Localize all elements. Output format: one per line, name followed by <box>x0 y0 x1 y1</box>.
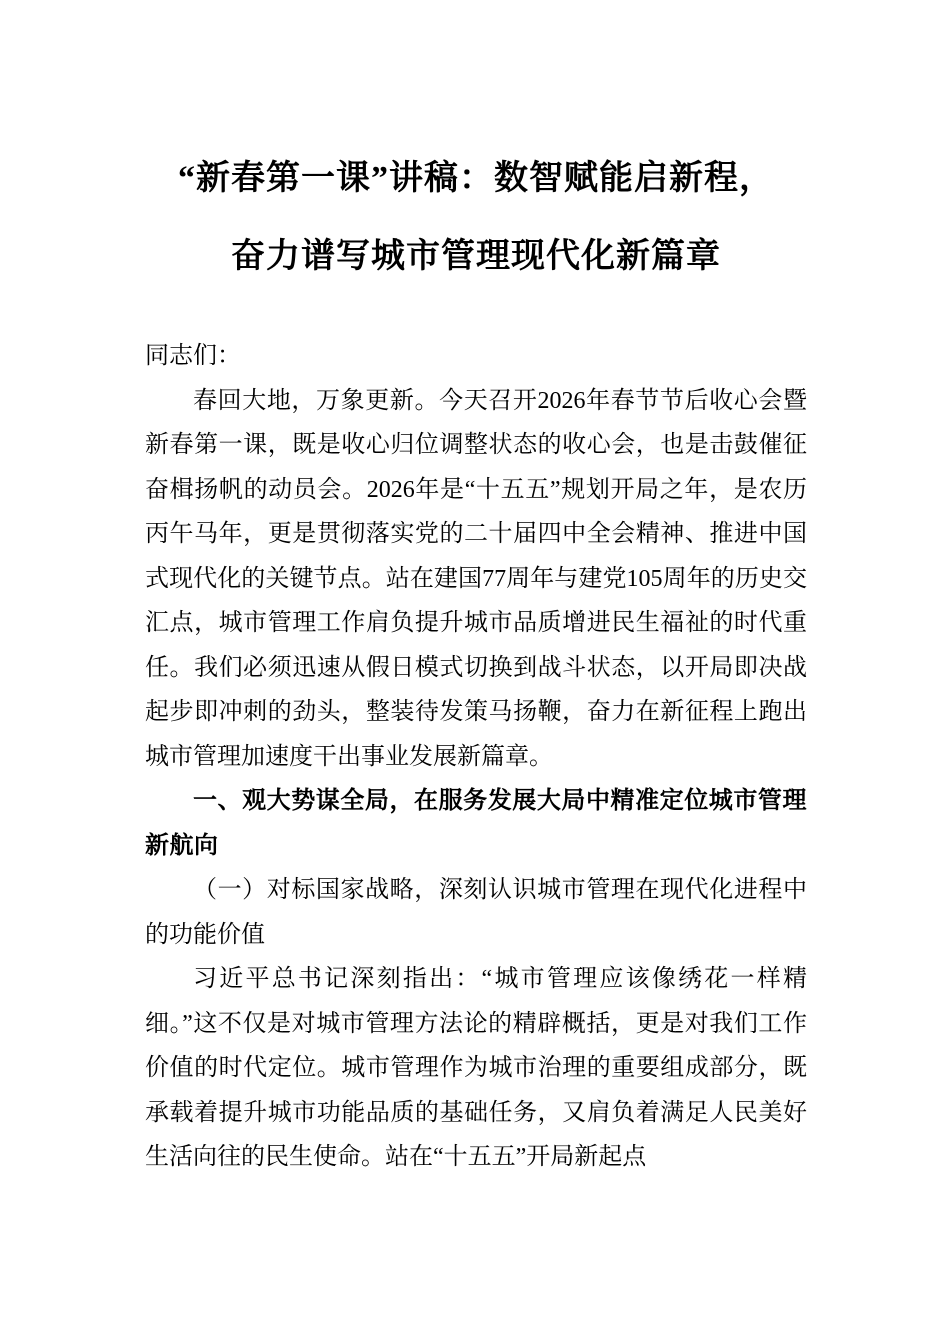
salutation: 同志们： <box>145 343 241 369</box>
document-title-line-2: 奋力谱写城市管理现代化新篇章 <box>231 238 721 275</box>
document-body <box>145 334 807 1180</box>
paragraph-1: 习近平总书记深刻指出：“城市管理应该像绣花一样精细。”这不仅是对城市管理方法论的精辟概括，更是对我们工作价值的时代定位。城市管理作为城市治理的重要组成部分，既承载着提升城市功能品质的基础任务，又肩负着满足人民美好生活向往的民生使命。站在“十五五”开局新起点 <box>145 966 807 1170</box>
subsection-heading-1-1: （一）对标国家战略，深刻认识城市管理在现代化进程中的功能价值 <box>145 877 807 948</box>
document-title <box>145 140 807 296</box>
document-title-line-1: “新春第一课”讲稿：数智赋能启新程， <box>178 160 774 197</box>
paragraph-opening: 春回大地，万象更新。今天召开2026年春节节后收心会暨新春第一课，既是收心归位调整状态的收心会，也是击鼓催征奋楫扬帆的动员会。2026年是“十五五”规划开局之年，是农历丙午马年，更是贯彻落实党的二十届四中全会精神、推进中国式现代化的关键节点。站在建国77周年与建党105周年的历史交汇点，城市管理工作肩负提升城市品质增进民生福祉的时代重任。我们必须迅速从假日模式切换到战斗状态，以开局即决战起步即冲刺的劲头，整装待发策马扬鞭，奋力在新征程上跑出城市管理加速度干出事业发展新篇章。 <box>145 387 807 770</box>
document-content <box>145 140 807 1180</box>
section-heading-1: 一、观大势谋全局，在服务发展大局中精准定位城市管理新航向 <box>145 787 807 859</box>
